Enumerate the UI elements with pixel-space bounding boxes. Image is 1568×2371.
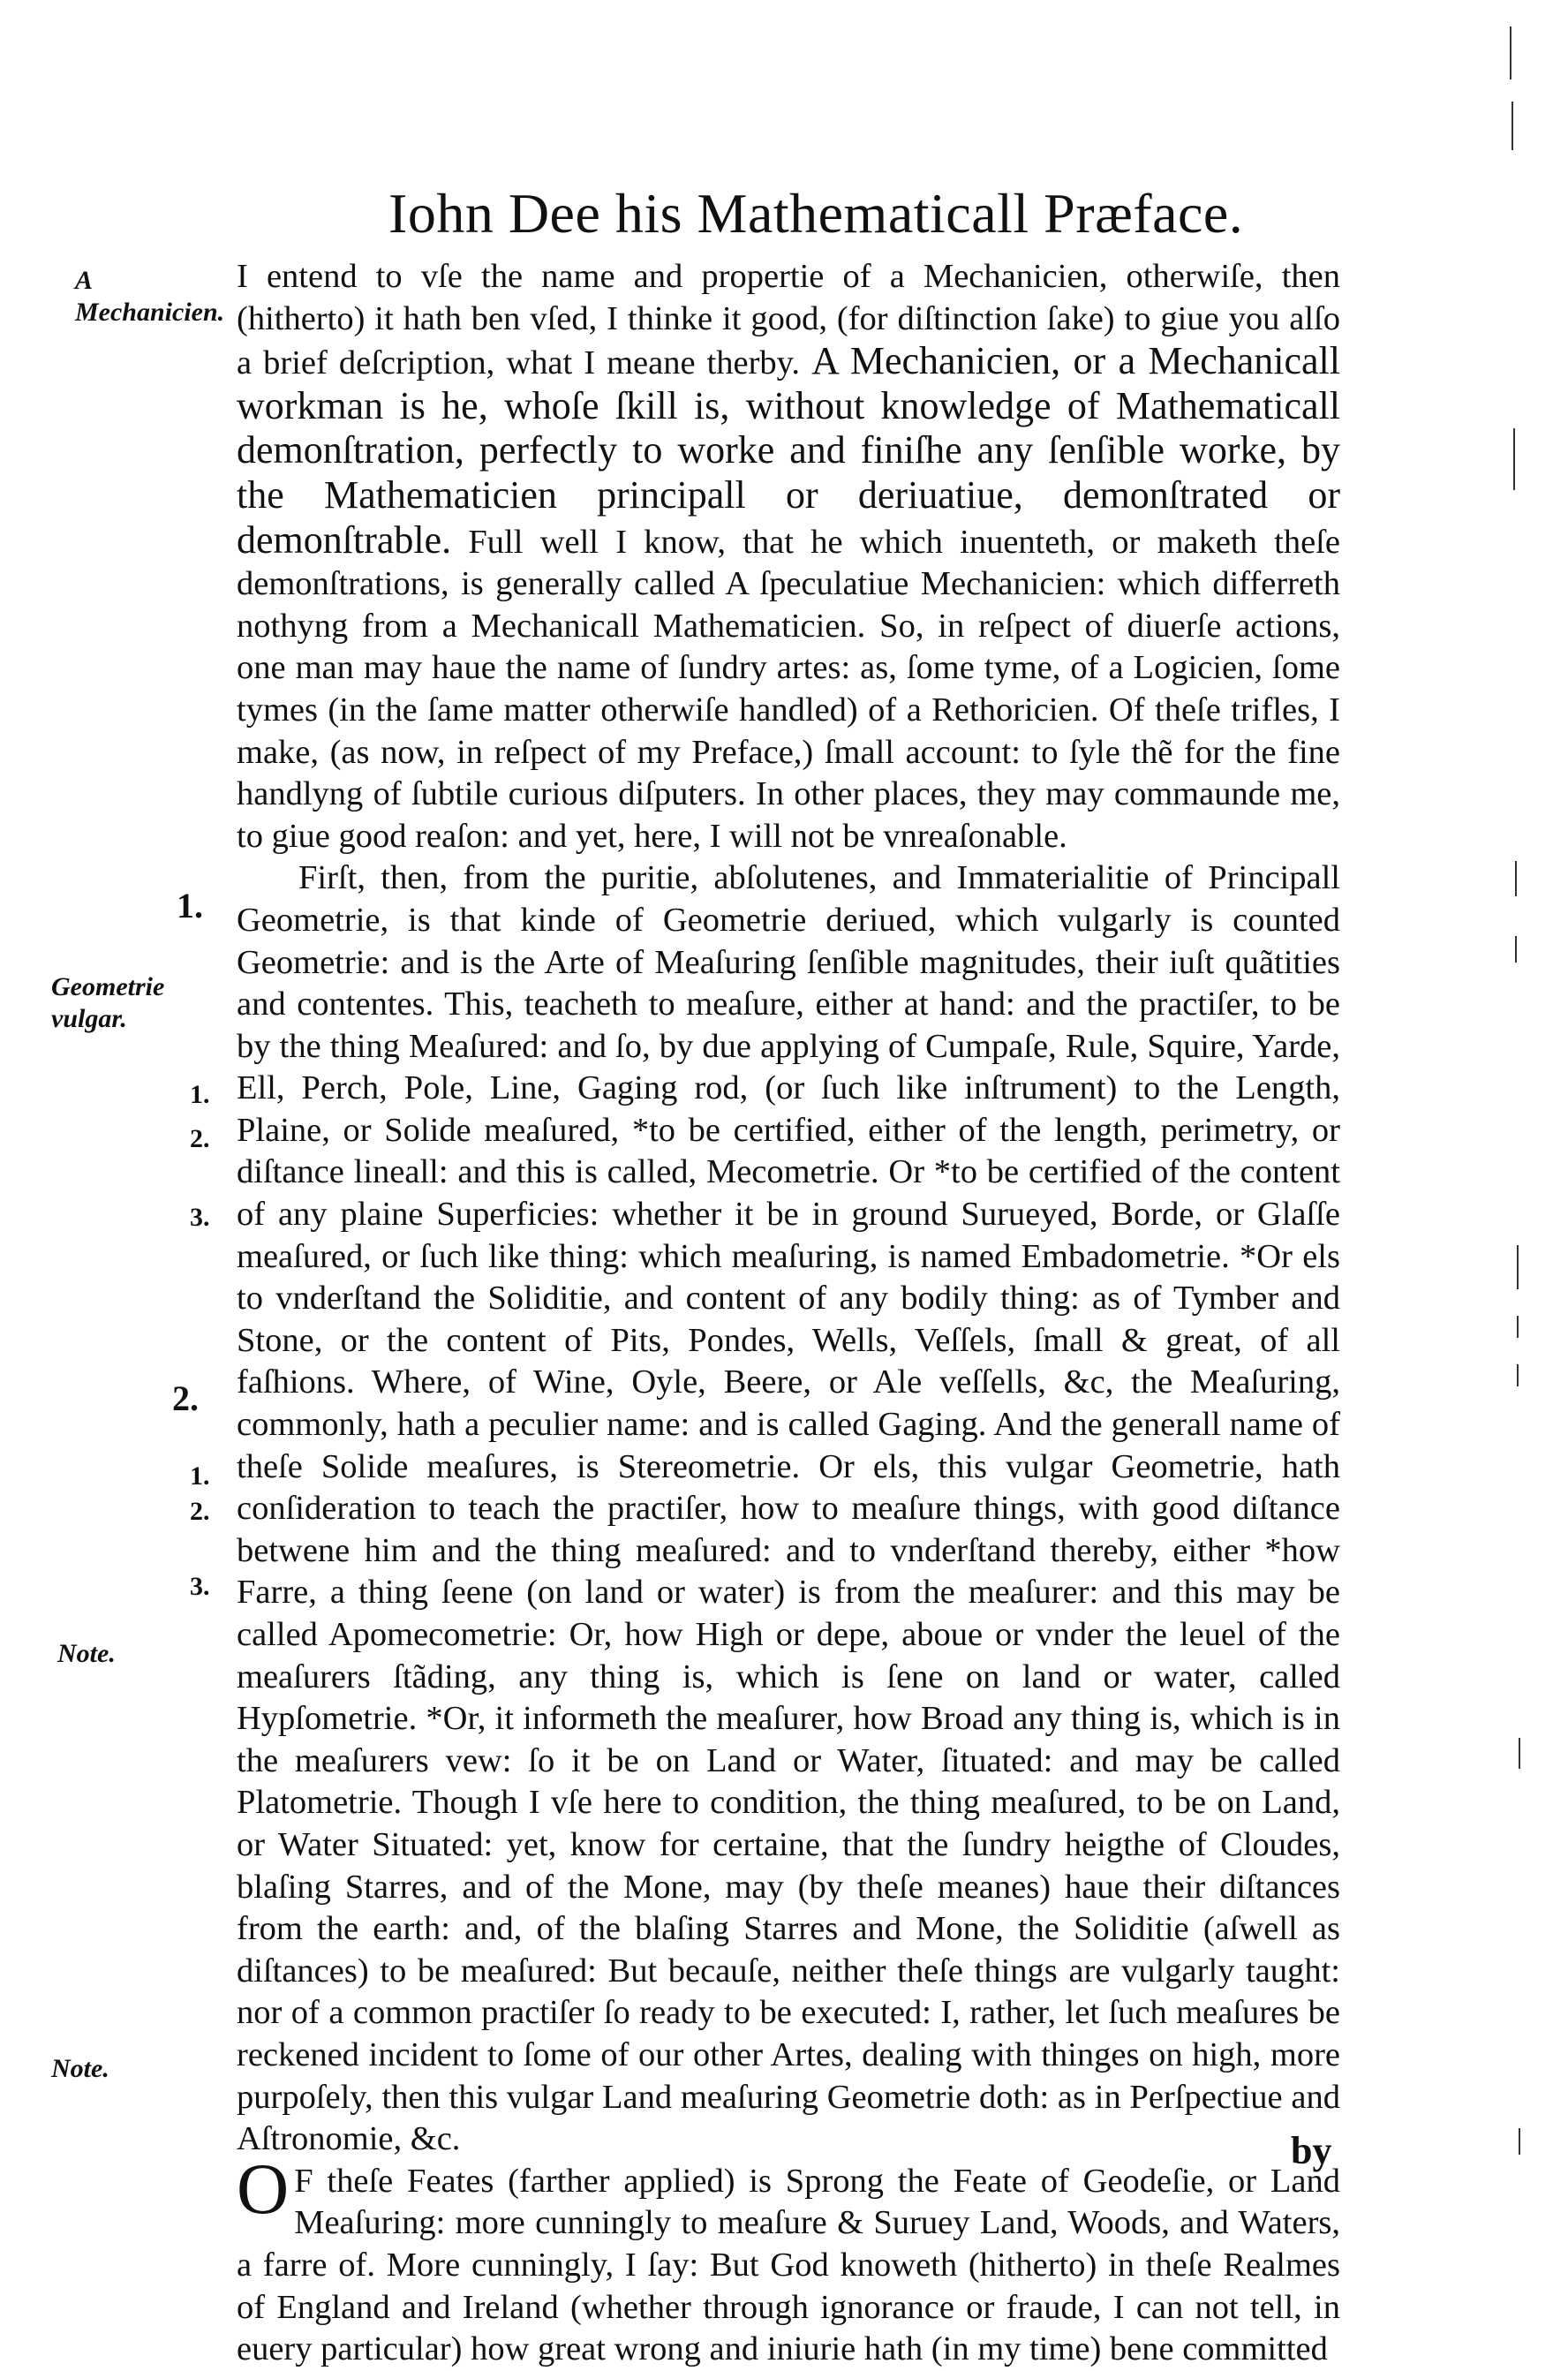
scan-edge-mark [1515, 936, 1517, 963]
margin-note-mechanicien: A Mechanicien. [75, 266, 225, 327]
section-number: 1. [177, 886, 203, 925]
item-number: 1. [190, 1080, 210, 1109]
definition-text: A Mechanicien, or a Mechanicall workman is he, whoſe ſkill is, without knowledge of Mathematicall demonſtration, perfectly to worke and finiſhe any ſenſible worke, by the Mathematicien principall or deriuatiue, demonſtrated or demonſtrable. [237, 339, 1340, 562]
body-text-span: I entend to vſe the name and propertie of a Mechanicien, otherwiſe, then (hitherto) it hath ben vſed, I thinke it good, (for diſtinction ſake) to giue you alſo a brief deſcription, what I meane therby. [237, 258, 1340, 382]
scan-edge-mark [1517, 1364, 1519, 1386]
scan-edge-mark [1513, 428, 1515, 490]
body-text-span: Full well I know, that he which inuenteth, or maketh theſe demonſtrations, is generally called A ſpeculatiue Mechanicien: which differreth nothyng from a Mechanicall Mathematicien. So, in reſpect of diuerſe actions, one man may haue the name of ſundry artes: as, ſome tyme, of a Logicien, ſome tymes (in the ſame matter otherwiſe handled) of a Rethoricien. Of theſe trifles, I make, (as now, in reſpect of my Preface,) ſmall account: to ſyle thẽ for the fine handlyng of ſubtile curious diſputers. In other places, they may commaunde me, to giue good reaſon: and yet, here, I will not be vnreaſonable. [237, 523, 1340, 855]
paragraph: Firſt, then, from the puritie, abſolutenes, and Immaterialitie of Principall Geometrie, is that kinde of Geometrie deriued, which vulgarly is counted Geometrie: and is the Arte of Meaſuring ſenſible magnitudes, their iuſt quãtities and contentes. This, teacheth to meaſure, either at hand: and the practiſer, to be by the thing Meaſured: and ſo, by due applying of Cumpaſe, Rule, Squire, Yarde, Ell, Perch, Pole, Line, Gaging rod, (or ſuch like inſtrument) to the Length, Plaine, or Solide meaſured, *to be certified, either of the length, perimetry, or diſtance lineall: and this is called, Mecometrie. Or *to be certified of the content of any plaine Superficies: whether it be in ground Surueyed, Borde, or Glaſſe meaſured, or ſuch like thing: which meaſuring, is named Embadometrie. *Or els to vnderſtand the Soliditie, and content of any bodily thing: as of Tymber and Stone, or the content of Pits, Pondes, Wells, Veſſels, ſmall & great, of all faſhions. Where, of Wine, Oyle, Beere, or Ale veſſells, &c, the Meaſuring, commonly, hath a peculier name: and is called Gaging. And the generall name of theſe Solide meaſures, is Stereometrie. Or els, this vulgar Geometrie, hath conſideration to teach the practiſer, how to meaſure things, with good diſtance betwene him and the thing meaſured: and to vnderſtand thereby, either *how Farre, a thing ſeene (on land or water) is from the meaſurer: and this may be called Apomecometrie: Or, how High or depe, aboue or vnder the leuel of the meaſurers ſtãding, any thing is, which is ſene on land or water, called Hypſometrie. *Or, it informeth the meaſurer, how Broad any thing is, which is in the meaſurers vew: ſo it be on Land or Water, ſituated: and may be called Platometrie. Though I vſe here to condition, the thing meaſured, to be on Land, or Water Situated: yet, know for certaine, that the ſundry heigthe of Cloudes, blaſing Starres, and of the Mone, may (by theſe meanes) haue their diſtances from the earth: and, of the blaſing Starres and Mone, the Soliditie (aſwell as diſtances) to be meaſured: But becauſe, neither theſe things are vulgarly taught: nor of a common practiſer ſo ready to be executed: I, rather, let ſuch meaſures be reckened incident to ſome of our other Artes, dealing with thinges on high, more purpoſely, then this vulgar Land meaſuring Geometrie doth: as in Perſpectiue and Aſtronomie, &c. [237, 859, 1340, 2158]
body-text-span: F theſe Feates (farther applied) is Sprong the Feate of Geodeſie, or Land Meaſuring: more cunningly to meaſure & Suruey Land, Woods, and Waters, a farre of. More cunningly, I ſay: But God knoweth (hitherto) in theſe Realmes of England and Ireland (whether through ignorance or fraude, I can not tell, in euery particular) how great wrong and iniurie hath (in my time) bene committed [237, 2162, 1340, 2368]
paragraph [237, 256, 1340, 857]
scan-edge-mark [1519, 1738, 1520, 1769]
scan-edge-mark [1510, 26, 1511, 79]
margin-note-geometrie-vulgar: Geometrie vulgar. [51, 972, 165, 1033]
scan-edge-mark [1511, 102, 1513, 150]
item-number: 1. [190, 1461, 210, 1491]
section-number: 2. [172, 1378, 199, 1418]
page-title: Iohn Dee his Mathematicall Præface. [388, 182, 1244, 245]
catchword: by [1291, 2129, 1332, 2172]
item-number: 2. [190, 1124, 210, 1153]
item-number: 3. [190, 1572, 210, 1601]
item-number: 2. [190, 1497, 210, 1526]
margin-note-note: Note. [51, 2054, 109, 2083]
item-number: 3. [190, 1203, 210, 1232]
scan-edge-mark [1515, 861, 1517, 896]
main-text [237, 256, 1340, 2368]
scan-edge-mark [1517, 1245, 1519, 1289]
scan-edge-mark [1519, 2128, 1520, 2155]
scan-edge-mark [1517, 1316, 1519, 1338]
drop-cap: O [237, 2148, 290, 2229]
margin-note-note: Note. [57, 1639, 116, 1668]
